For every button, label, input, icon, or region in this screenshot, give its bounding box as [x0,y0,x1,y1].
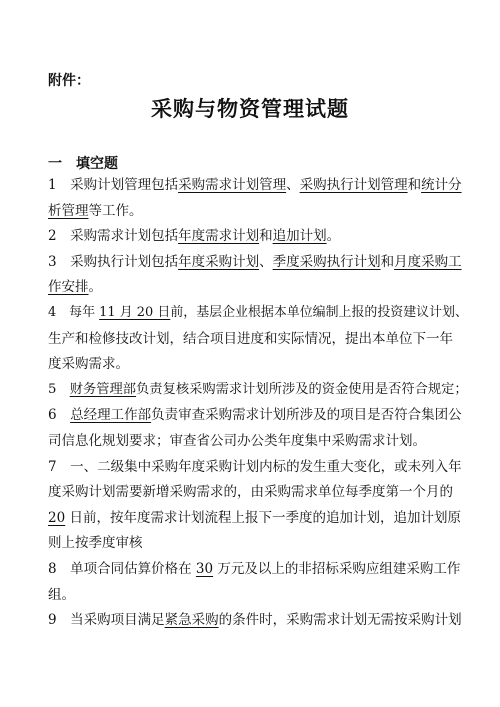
underlined-answer: 总经理工作部 [70,407,152,424]
text-segment: 4 每年 [48,305,100,320]
underlined-answer: 作安排 [48,279,89,296]
underlined-answer: 月度采购工 [394,253,462,270]
text-line [48,611,468,629]
text-line [48,304,468,322]
text-line [48,253,468,271]
underlined-answer: 财务管理部 [69,381,137,397]
text-segment: 5 [48,381,70,397]
attachment-label: 附件： [48,73,90,89]
text-segment: 的条件时，采购需求计划无需按采购计划 [218,612,462,629]
text-segment: 9 当采购项目满足 [48,612,165,629]
text-segment: 度采购计划需要新增采购需求的，由采购需求单位每季度第一个月的 [48,484,453,501]
underlined-answer: 采购执行计划管理 [299,177,408,193]
document-title: 采购与物资管理试题 [151,97,349,121]
text-segment: 万元及以上的非招标采购应组建采购工作 [213,561,461,577]
text-segment: 度采购需求。 [48,356,129,373]
text-segment: 6 [48,407,71,424]
text-segment: 1 采购计划管理包括 [48,177,179,193]
text-segment: 3 采购执行计划包括 [48,253,179,270]
text-line [48,202,468,220]
text-line [48,509,468,527]
section-heading [48,153,118,173]
underlined-answer: 年度采购计划 [178,253,260,270]
text-segment: 8 单项合同估算价格在 [48,561,196,577]
text-segment: 。 [326,228,341,245]
text-segment: 。 [88,279,102,296]
text-line [48,176,468,194]
section-title: 填空题 [76,156,118,172]
text-line [48,432,468,450]
text-line [48,534,468,552]
text-segment: 和 [407,177,422,193]
text-line [48,330,468,348]
text-segment: 组。 [48,586,75,603]
text-line [48,458,468,476]
text-segment: 、 [259,253,273,270]
text-line [48,560,468,578]
text-segment: 等工作。 [88,202,143,219]
text-segment: 2 采购需求计划包括 [48,228,179,245]
underlined-answer: 年度需求计划 [178,228,260,245]
underlined-answer: 20 [48,509,66,526]
underlined-answer: 统计分 [421,177,462,193]
text-line [48,406,468,424]
underlined-answer: 紧急采购 [164,612,219,629]
text-line [48,586,468,604]
text-segment: 前，基层企业根据本单位编制上报的投资建议计划、 [170,305,468,320]
underlined-answer: 追加计划 [272,228,327,245]
text-segment: 负责复核采购需求计划所涉及的资金使用是否符合规定； [136,381,468,397]
text-segment: 生产和检修技改计划，结合项目进度和实际情况，提出本单位下一年 [48,330,453,347]
underlined-answer: 采购需求计划管理 [178,177,287,193]
text-line [48,381,468,399]
text-segment: 司信息化规划要求；审查省公司办公类年度集中采购需求计划。 [48,433,426,449]
text-line [48,278,468,296]
text-line [48,483,468,501]
text-segment: 日前，按年度需求计划流程上报下一季度的追加计划，追加计划原 [65,509,461,526]
text-segment: 负责审查采购需求计划所涉及的项目是否符合集团公 [151,407,462,424]
text-segment: 、 [286,177,300,193]
text-segment: 7 一、二级集中采购年度采购计划内标的发生重大变化，或未列入年 [48,458,462,475]
text-segment: 和 [380,253,395,270]
text-segment: 和 [259,228,273,245]
text-line [48,227,468,245]
underlined-answer: 11 月 20 日 [99,305,171,320]
text-line [48,355,468,373]
underlined-answer: 析管理 [48,202,89,219]
text-segment: 则上按季度审核 [48,535,143,552]
section-number: 一 [48,156,62,172]
underlined-answer: 季度采购执行计划 [272,253,381,270]
underlined-answer: 30 [195,561,214,577]
